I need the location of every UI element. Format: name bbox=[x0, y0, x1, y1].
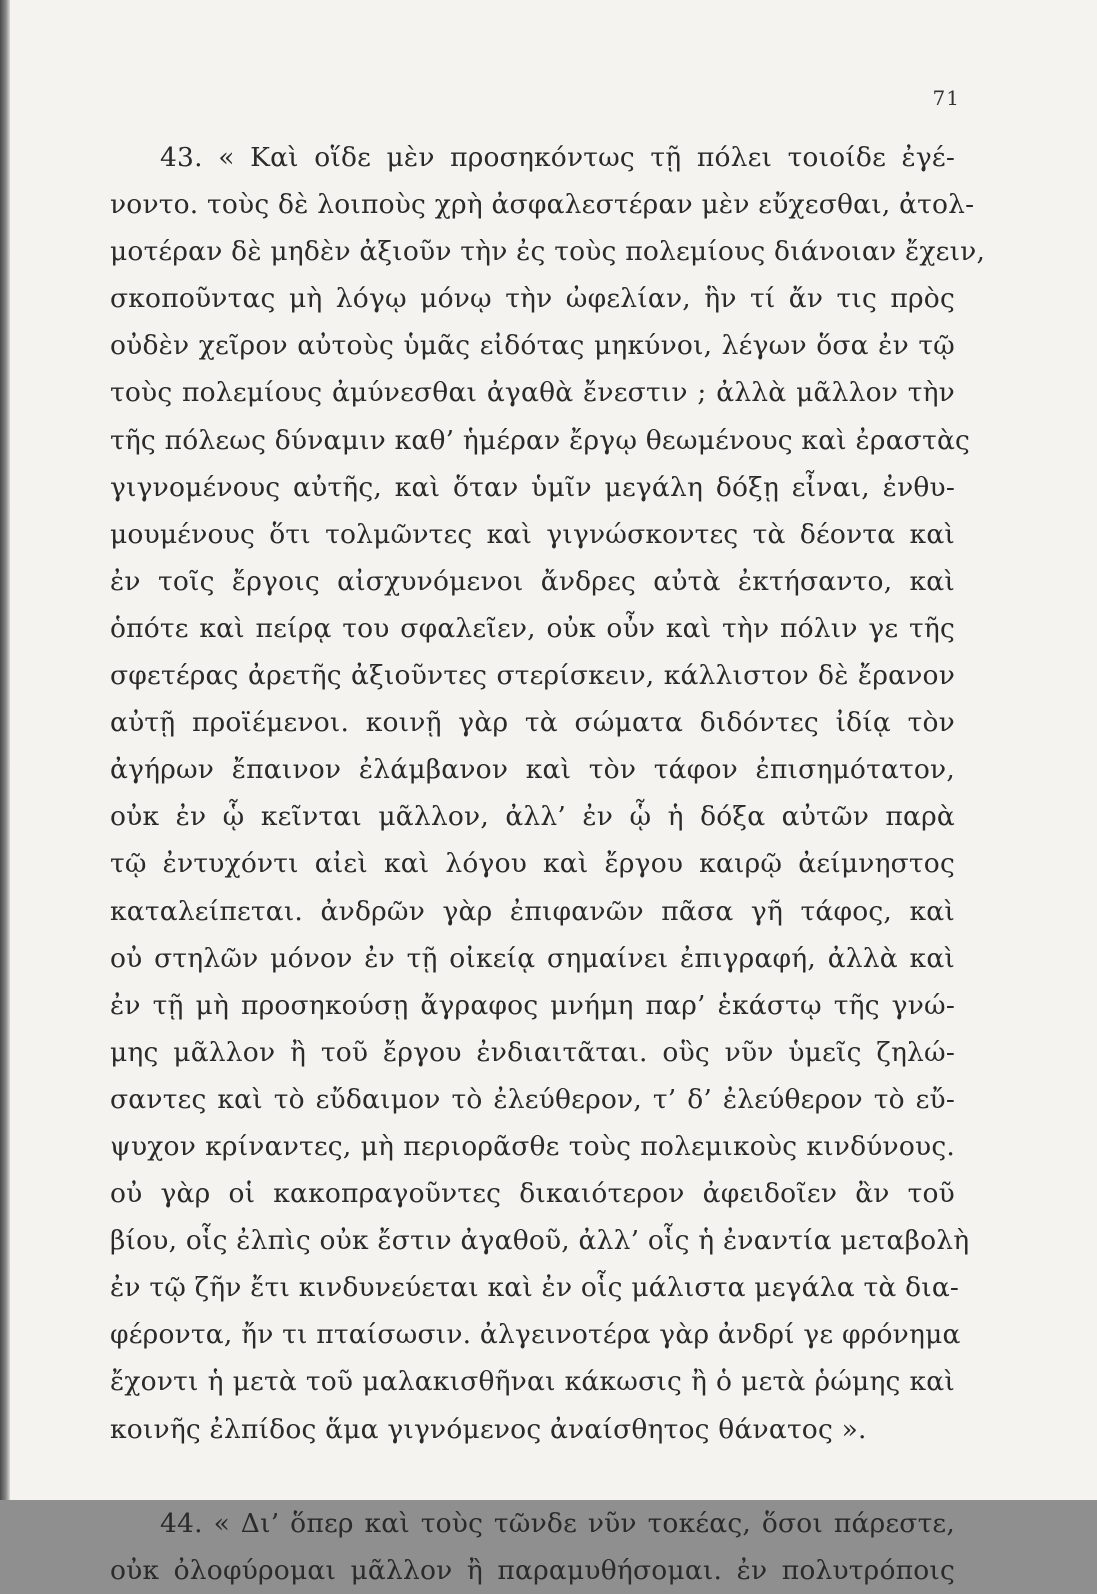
text-line: ἐν τῷ ζῆν ἔτι κινδυνεύεται καὶ ἐν οἷς μάλιστα μεγάλα τὰ δια- bbox=[110, 1272, 960, 1304]
text-line: σκοποῦντας μὴ λόγῳ μόνῳ τὴν ὠφελίαν, ἣν τί ἄν τις πρὸς bbox=[110, 283, 955, 315]
text-line: ἐν τοῖς ἔργοις αἰσχυνόμενοι ἄνδρες αὐτὰ ἐκτήσαντο, καὶ bbox=[110, 565, 955, 597]
text-line: σφετέρας ἀρετῆς ἀξιοῦντες στερίσκειν, κάλλιστον δὲ ἔρανον bbox=[110, 660, 955, 692]
text-line: βίου, οἷς ἐλπὶς οὐκ ἔστιν ἀγαθοῦ, ἀλλ’ οἷς ἡ ἐναντία μεταβολὴ bbox=[110, 1225, 970, 1257]
text-line: ἔχοντι ἡ μετὰ τοῦ μαλακισθῆναι κάκωσις ἢ ὁ μετὰ ῥώμης καὶ bbox=[110, 1366, 955, 1398]
text-line: καταλείπεται. ἀνδρῶν γὰρ ἐπιφανῶν πᾶσα γῆ τάφος, καὶ bbox=[110, 895, 955, 927]
text-line: 44. « Δι’ ὅπερ καὶ τοὺς τῶνδε νῦν τοκέας, ὅσοι πάρεστε, bbox=[160, 1507, 955, 1539]
body-text bbox=[110, 134, 986, 1594]
text-line: μουμένους ὅτι τολμῶντες καὶ γιγνώσκοντες τὰ δέοντα καὶ bbox=[110, 518, 955, 550]
text-line: ἐν τῇ μὴ προσηκούσῃ ἄγραφος μνήμη παρ’ ἑκάστῳ τῆς γνώ- bbox=[110, 989, 955, 1021]
text-line: μοτέραν δὲ μηδὲν ἀξιοῦν τὴν ἐς τοὺς πολεμίους διάνοιαν ἔχειν, bbox=[110, 236, 986, 268]
text-line: σαντες καὶ τὸ εὔδαιμον τὸ ἐλεύθερον, τ’ δ’ ἐλεύθερον τὸ εὔ- bbox=[110, 1083, 955, 1115]
paragraph-gap bbox=[110, 1453, 955, 1500]
text-line: νοντο. τοὺς δὲ λοιποὺς χρὴ ἀσφαλεστέραν μὲν εὔχεσθαι, ἀτολ- bbox=[110, 189, 975, 221]
text-line: οὐ γὰρ οἱ κακοπραγοῦντες δικαιότερον ἀφειδοῖεν ἂν τοῦ bbox=[110, 1178, 955, 1210]
paragraph-43 bbox=[110, 134, 986, 1453]
text-line: γιγνομένους αὐτῆς, καὶ ὅταν ὑμῖν μεγάλη δόξῃ εἶναι, ἐνθυ- bbox=[110, 471, 955, 503]
text-line: ὁπότε καὶ πείρᾳ του σφαλεῖεν, οὐκ οὖν καὶ τὴν πόλιν γε τῆς bbox=[110, 612, 955, 644]
text-line: φέροντα, ἤν τι πταίσωσιν. ἀλγεινοτέρα γὰρ ἀνδρί γε φρόνημα bbox=[110, 1319, 961, 1351]
text-line: τοὺς πολεμίους ἀμύνεσθαι ἀγαθὰ ἔνεστιν ; ἀλλὰ μᾶλλον τὴν bbox=[110, 377, 955, 409]
text-line: τῆς πόλεως δύναμιν καθ’ ἡμέραν ἔργῳ θεωμένους καὶ ἐραστὰς bbox=[110, 424, 971, 456]
text-line: ψυχον κρίναντες, μὴ περιορᾶσθε τοὺς πολεμικοὺς κινδύνους. bbox=[110, 1130, 955, 1162]
paragraph-44 bbox=[110, 1500, 955, 1594]
text-line: 43. « Καὶ οἵδε μὲν προσηκόντως τῇ πόλει τοιοίδε ἐγέ- bbox=[160, 142, 955, 173]
text-line: κοινῆς ἐλπίδος ἅμα γιγνόμενος ἀναίσθητος θάνατος ». bbox=[110, 1413, 867, 1445]
text-line: αὐτῇ προϊέμενοι. κοινῇ γὰρ τὰ σώματα διδόντες ἰδίᾳ τὸν bbox=[110, 707, 955, 739]
text-line: οὐδὲν χεῖρον αὐτοὺς ὑμᾶς εἰδότας μηκύνοι, λέγων ὅσα ἐν τῷ bbox=[110, 330, 955, 362]
text-line: οὐ στηλῶν μόνον ἐν τῇ οἰκείᾳ σημαίνει ἐπιγραφή, ἀλλὰ καὶ bbox=[110, 942, 955, 974]
text-line: ἀγήρων ἔπαινον ἐλάμβανον καὶ τὸν τάφον ἐπισημότατον, bbox=[110, 754, 955, 786]
text-line: οὐκ ὀλοφύρομαι μᾶλλον ἢ παραμυθήσομαι. ἐν πολυτρόποις bbox=[110, 1554, 955, 1586]
page-number: 71 bbox=[932, 86, 960, 110]
text-line: οὐκ ἐν ᾧ κεῖνται μᾶλλον, ἀλλ’ ἐν ᾧ ἡ δόξα αὐτῶν παρὰ bbox=[110, 801, 955, 833]
text-line: τῷ ἐντυχόντι αἰεὶ καὶ λόγου καὶ ἔργου καιρῷ ἀείμνηστος bbox=[110, 848, 955, 880]
text-line: μης μᾶλλον ἢ τοῦ ἔργου ἐνδιαιτᾶται. οὓς νῦν ὑμεῖς ζηλώ- bbox=[110, 1036, 955, 1068]
binding-edge bbox=[0, 0, 10, 1500]
